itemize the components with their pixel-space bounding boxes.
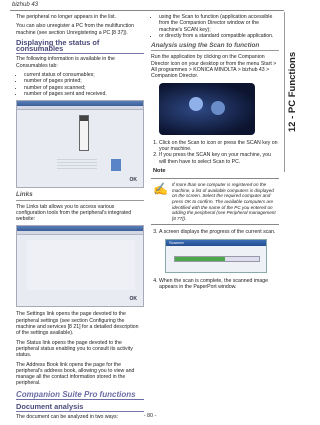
consumables-screenshot <box>16 100 144 188</box>
section-heading-links: Links <box>16 192 144 200</box>
chapter-side-tab <box>284 12 300 172</box>
steps-list-continued <box>151 229 279 235</box>
page-number: - 80 - <box>143 413 157 419</box>
scanner-label: Scanner <box>169 239 184 245</box>
note-box <box>151 178 279 225</box>
section-heading-scan-to: Analysis using the Scan to function <box>151 43 279 51</box>
links-area <box>27 240 135 290</box>
paragraph: The peripheral no longer appears in the list. <box>16 14 117 20</box>
header-rule <box>10 10 284 11</box>
chapter-section-heading: Companion Suite Pro functions <box>16 392 144 400</box>
section-heading-consumables: Displaying the status of consumables <box>16 40 144 55</box>
right-column <box>151 14 279 293</box>
ok-button[interactable]: OK <box>129 296 137 303</box>
left-column <box>16 14 144 424</box>
paragraph: The following information is available in the Consumables tab: <box>16 56 115 69</box>
steps-list-final <box>151 278 279 291</box>
paragraph: The Links tab allows you to access various configuration tools from the peripheral's integrated website: <box>16 203 132 223</box>
paragraph: The document can be analyzed in two ways: <box>16 414 119 421</box>
analysis-methods-list <box>151 14 279 39</box>
steps-list <box>151 140 279 165</box>
step-item: 2. If you press the SCAN key on your machine, you will then have to select Scan to PC. <box>159 152 279 165</box>
list-item: • number of pages sent and received. <box>24 91 144 97</box>
scanner-titlebar <box>166 240 266 246</box>
companion-director-screenshot <box>159 83 255 135</box>
note-title: Note <box>153 167 166 174</box>
list-item: • number of pages printed; <box>24 78 144 84</box>
window-tabs <box>17 231 143 235</box>
chapter-label: 12 - PC Functions <box>287 51 298 133</box>
scanner-progress-bar <box>174 256 260 262</box>
window-tabs <box>17 106 143 110</box>
section-heading-document-analysis: Document analysis <box>16 404 144 412</box>
note-text: If more than one computer is registered on the machine, a list of available computers is displayed on the screen. Select the required computer and press OK to confirm. The available computers are identified with the name of the PC you entered on adding the peripheral (see Peripheral management [8 77]). <box>171 182 276 221</box>
step-item: 1. Click on the Scan to icon or press the SCAN key on your machine. <box>159 140 279 153</box>
paragraph: Run the application by clicking on the Companion Director icon on your desktop or from the menu Start > All programmes > KONICA MINOLTA > bizhub 43 > Companion Director. <box>151 54 277 80</box>
paragraph: The Status link opens the page devoted to the peripheral status enabling you to consult its activity status. <box>16 339 133 359</box>
toner-gauge <box>79 115 89 151</box>
scanner-progress-screenshot <box>165 239 267 273</box>
list-item: • or directly from a standard compatible application. <box>159 33 279 39</box>
step-item: 4. When the scan is complete, the scanned image appears in the PaperPort window. <box>159 278 279 291</box>
list-item: • number of pages scanned; <box>24 85 144 91</box>
list-item: • using the Scan to function (application accessible from the Companion Director window or the machine's SCAN key); <box>159 14 279 33</box>
running-title: bizhub 43 <box>12 2 39 8</box>
links-screenshot <box>16 225 144 307</box>
step-item: 3. A screen displays the progress of the current scan. <box>159 229 279 235</box>
app-icon[interactable] <box>211 101 225 115</box>
ok-button[interactable]: OK <box>129 176 137 183</box>
list-item: • current status of consumables; <box>24 72 144 78</box>
paragraph: You can also unregister a PC from the multifunction machine (see section Unregistering a PC [8 37]). <box>16 23 135 36</box>
scan-to-icon[interactable] <box>189 97 203 111</box>
paragraph: The Address Book link opens the page for the peripheral's address book, allowing you to view and manage all the contact information stored in the peripheral. <box>16 361 135 387</box>
info-lines <box>57 159 97 171</box>
consumables-list <box>16 72 144 97</box>
note-hand-icon: ✍ <box>153 182 168 197</box>
paragraph: The Settings link opens the page devoted to the peripheral settings (see section Configuring the machine and services [8 21] for a detailed description of the settings available). <box>16 311 139 337</box>
blue-graphic <box>111 159 121 171</box>
